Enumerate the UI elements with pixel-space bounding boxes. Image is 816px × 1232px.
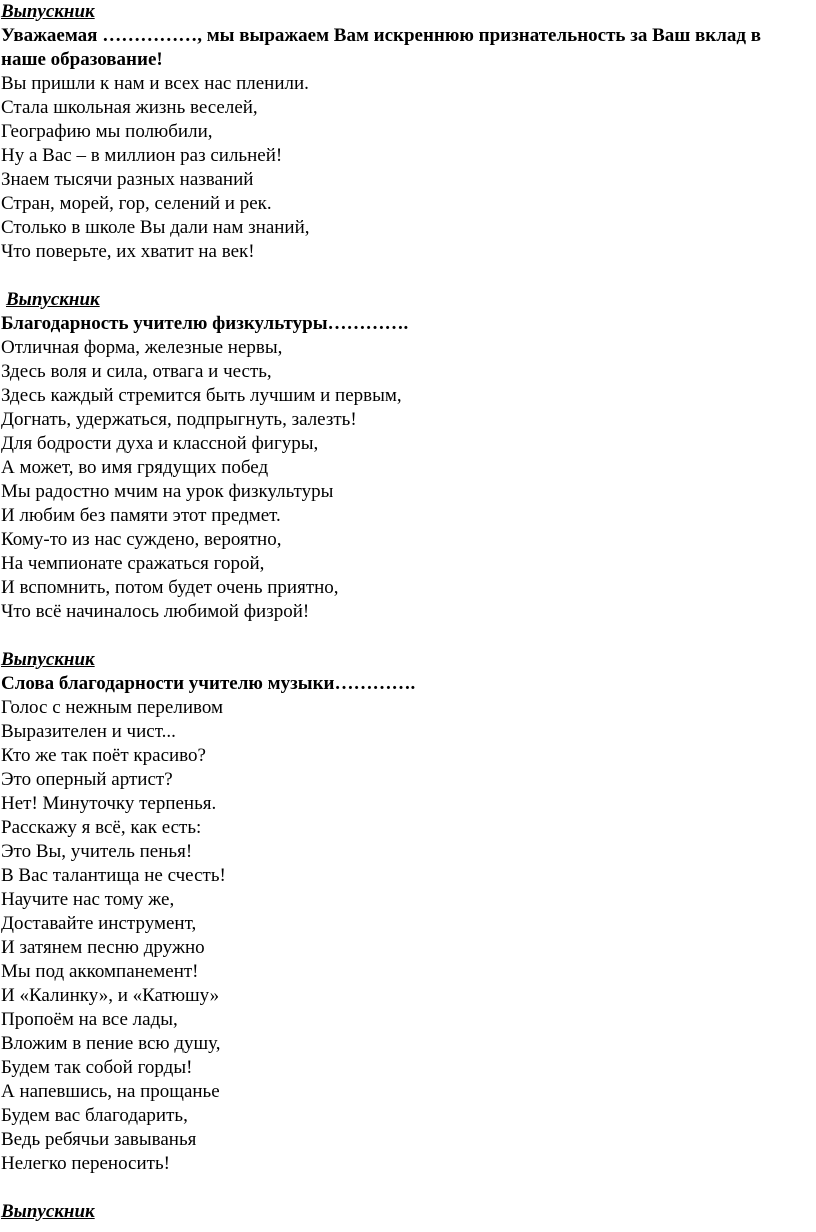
section-heading: Выпускник (1, 1, 95, 22)
poem-line: Будем так собой горды! (1, 1057, 193, 1078)
poem-line: Стран, морей, гор, селений и рек. (1, 193, 272, 214)
poem-line: И затянем песню дружно (1, 937, 205, 958)
poem-line: Стала школьная жизнь веселей, (1, 97, 258, 118)
section-next (1, 1200, 816, 1224)
poem-line: Это Вы, учитель пенья! (1, 841, 193, 862)
poem-line: Это оперный артист? (1, 769, 173, 790)
poem-line: Здесь воля и сила, отвага и честь, (1, 361, 272, 382)
poem-line: А может, во имя грядущих побед (1, 457, 269, 478)
section-heading: Выпускник (1, 649, 95, 670)
poem-line: Географию мы полюбили, (1, 121, 213, 142)
section-geography (1, 0, 816, 264)
poem-line: Мы под аккомпанемент! (1, 961, 199, 982)
blank-line (1, 264, 816, 288)
poem-line: Научите нас тому же, (1, 889, 175, 910)
section-title: Благодарность учителю физкультуры…………. (1, 313, 409, 334)
poem-line: Доставайте инструмент, (1, 913, 197, 934)
poem-line: Нет! Минуточку терпенья. (1, 793, 217, 814)
poem-line: Знаем тысячи разных названий (1, 169, 254, 190)
poem-line: А напевшись, на прощанье (1, 1081, 220, 1102)
section-pe (1, 288, 816, 624)
poem-line: Что поверьте, их хватит на век! (1, 241, 255, 262)
poem-line: В Вас талантища не счесть! (1, 865, 226, 886)
blank-line (1, 1176, 816, 1200)
poem-line: Вы пришли к нам и всех нас пленили. (1, 73, 309, 94)
poem-line: Для бодрости духа и классной фигуры, (1, 433, 319, 454)
poem-line: Ну а Вас – в миллион раз сильней! (1, 145, 283, 166)
poem-line: Вложим в пение всю душу, (1, 1033, 221, 1054)
blank-line (1, 624, 816, 648)
poem-line: И любим без памяти этот предмет. (1, 505, 281, 526)
poem-line: Мы радостно мчим на урок физкультуры (1, 481, 334, 502)
poem-line: Здесь каждый стремится быть лучшим и первым, (1, 385, 402, 406)
section-heading: Выпускник (6, 289, 100, 310)
section-heading: Выпускник (1, 1201, 95, 1222)
poem-line: Догнать, удержаться, подпрыгнуть, залезть! (1, 409, 357, 430)
poem-line: Отличная форма, железные нервы, (1, 337, 283, 358)
poem-line: Кому-то из нас суждено, вероятно, (1, 529, 282, 550)
poem-line: Расскажу я всё, как есть: (1, 817, 202, 838)
poem-line: Выразителен и чист... (1, 721, 176, 742)
poem-line: Будем вас благодарить, (1, 1105, 188, 1126)
section-title: Уважаемая ……………, мы выражаем Вам искреннюю признательность за Ваш вклад в наше образование! (1, 25, 762, 70)
poem-line: И «Калинку», и «Катюшу» (1, 985, 220, 1006)
poem-line: Нелегко переносить! (1, 1153, 170, 1174)
section-title: Слова благодарности учителю музыки…………. (1, 673, 416, 694)
poem-line: Что всё начиналось любимой физрой! (1, 601, 310, 622)
poem-line: На чемпионате сражаться горой, (1, 553, 265, 574)
poem-line: Кто же так поёт красиво? (1, 745, 206, 766)
poem-line: И вспомнить, потом будет очень приятно, (1, 577, 339, 598)
poem-line: Ведь ребячьи завыванья (1, 1129, 197, 1150)
poem-line: Голос с нежным переливом (1, 697, 224, 718)
section-music (1, 648, 816, 1176)
poem-line: Пропоём на все лады, (1, 1009, 178, 1030)
poem-line: Столько в школе Вы дали нам знаний, (1, 217, 310, 238)
